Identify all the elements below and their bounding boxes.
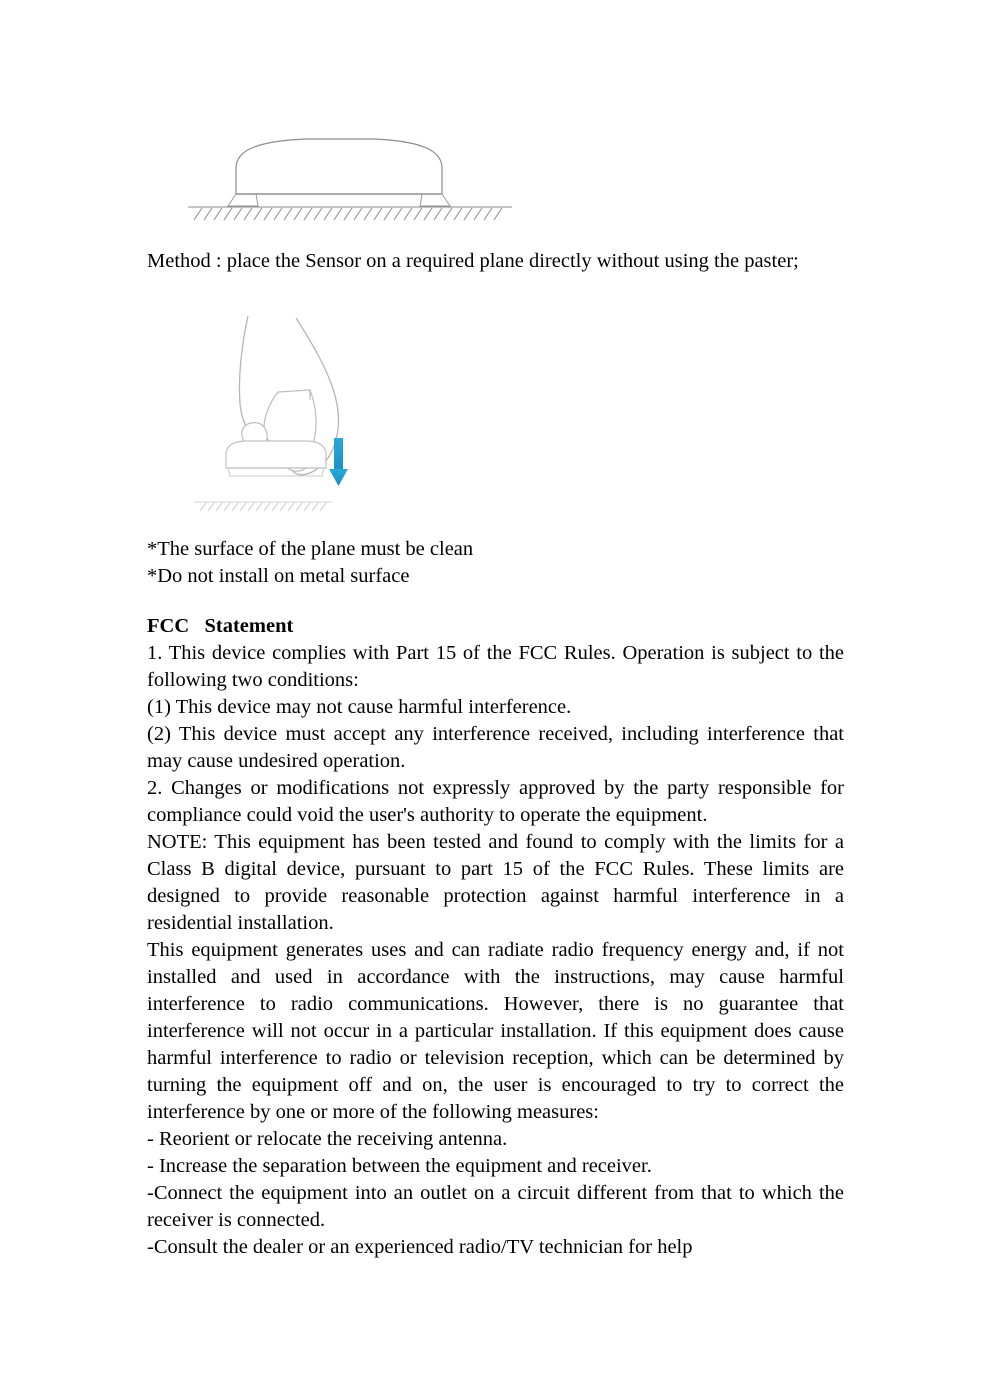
fcc-paragraph: 1. This device complies with Part 15 of the FCC Rules. Operation is subject to the following two conditions:: [147, 642, 844, 691]
hand-pressing-sensor-illustration: [186, 296, 436, 526]
fcc-paragraph: (2) This device must accept any interference received, including interference that may cause undesired operation.: [147, 723, 844, 772]
sensor-dome-shape: [236, 139, 442, 194]
fcc-statement-heading: FCC Statement: [147, 615, 294, 637]
finger-middle-segment: [278, 390, 310, 400]
ground-hatching: [194, 208, 502, 220]
fcc-paragraph: NOTE: This equipment has been tested and found to comply with the limits for a Class B digital device, pursuant to part 15 of the FCC Rules. These limits are designed to provide reasonable protection against harmful interference in a residential installation.: [147, 831, 844, 934]
pressed-sensor-foot: [228, 468, 324, 476]
fcc-paragraph: (1) This device may not cause harmful interference.: [147, 696, 572, 718]
note-item: *The surface of the plane must be clean: [147, 538, 474, 560]
fcc-paragraph: This equipment generates uses and can radiate radio frequency energy and, if not installed and used in accordance with the instructions, may cause harmful interference to radio communications. However, there is no guarantee that interference will not occur in a particular installation. If this equipment does cause harmful interference to radio or television reception, which can be determined by turning the equipment off and on, the user is encouraged to try to correct the interference by one or more of the following measures:: [147, 939, 844, 1123]
arrow-head: [329, 469, 348, 486]
arrow-shaft: [334, 438, 343, 472]
press-down-arrow-icon: [329, 438, 348, 486]
fcc-statement-body: [147, 640, 844, 1261]
method-caption: Method : place the Sensor on a required plane directly without using the paster;: [147, 250, 799, 272]
sensor-on-plane-figure: [180, 130, 520, 230]
fcc-measure-item: - Reorient or relocate the receiving antenna.: [147, 1128, 508, 1150]
note-item: *Do not install on metal surface: [147, 565, 410, 587]
fcc-measure-item: -Consult the dealer or an experienced radio/TV technician for help: [147, 1236, 693, 1258]
fcc-measure-item: - Increase the separation between the equipment and receiver.: [147, 1155, 652, 1177]
fcc-paragraph: 2. Changes or modifications not expressly approved by the party responsible for compliance could void the user's authority to operate the equipment.: [147, 777, 844, 826]
sensor-right-foot: [420, 194, 450, 206]
sensor-left-foot: [228, 194, 258, 206]
fcc-measure-item: -Connect the equipment into an outlet on a circuit different from that to which the receiver is connected.: [147, 1182, 844, 1231]
installation-notes: [147, 536, 843, 590]
finger-middle-segment-side: [310, 390, 316, 440]
pressed-sensor-body: [226, 441, 326, 468]
hand-pressing-sensor-figure: [186, 296, 436, 526]
lower-ground-hatching: [200, 503, 326, 511]
sensor-on-plane-illustration: [180, 130, 520, 230]
